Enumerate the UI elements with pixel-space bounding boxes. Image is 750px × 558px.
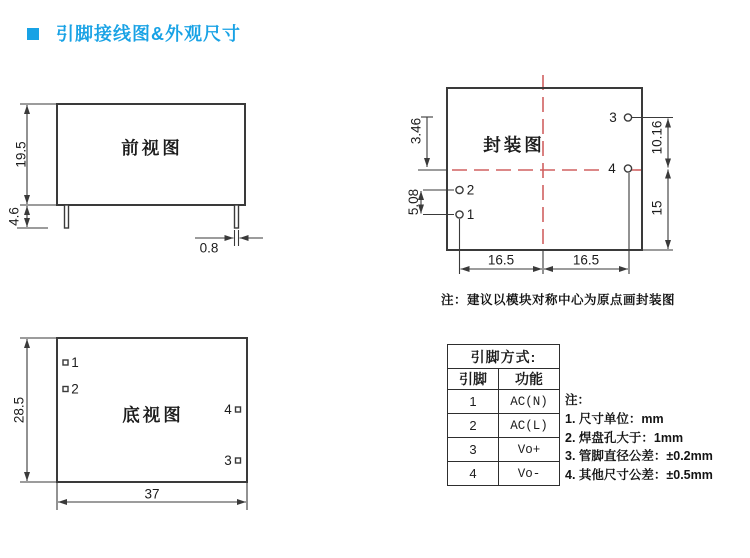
dim-label-half-width-right: 16.5 — [572, 252, 600, 268]
package-pin3-label: 3 — [609, 110, 617, 125]
pin-number-cell: 3 — [448, 438, 499, 462]
package-pin2-hole — [456, 186, 463, 193]
package-pin4-hole — [624, 165, 631, 172]
package-pin4-label: 4 — [608, 161, 616, 176]
dim-label-body-height: 19.5 — [13, 141, 29, 168]
table-row — [448, 462, 560, 486]
pin-function-cell: AC(N) — [499, 390, 560, 414]
notes-heading: 注： — [565, 393, 591, 407]
pin-function-cell: Vo- — [499, 462, 560, 486]
dim-label-half-width-left: 16.5 — [487, 252, 515, 268]
dim-label-width: 37 — [144, 486, 160, 502]
pin-number-cell: 2 — [448, 414, 499, 438]
package-view-note: 注：建议以模块对称中心为原点画封装图 — [441, 293, 676, 307]
pin-function-cell: Vo+ — [499, 438, 560, 462]
pin-column-header: 引脚 — [448, 369, 499, 390]
bottom-view-diagram — [0, 320, 300, 545]
pin-table-title: 引脚方式: — [448, 345, 560, 369]
package-pin1-label: 1 — [466, 207, 475, 222]
package-view-label: 封装图 — [483, 135, 545, 155]
dim-label-lower-height: 15 — [649, 200, 665, 216]
front-view-label: 前视图 — [121, 138, 183, 158]
note-item: 2. 焊盘孔大于：1mm — [565, 430, 684, 445]
title-bullet-icon — [27, 28, 39, 40]
package-pin3-hole — [624, 114, 631, 121]
page-title: 引脚接线图&外观尺寸 — [56, 24, 241, 44]
note-item: 1. 尺寸单位：mm — [565, 411, 664, 426]
bottom-pin4-pad — [236, 407, 241, 412]
table-row — [448, 390, 560, 414]
pin-function-table — [447, 344, 560, 486]
note-item: 3. 管脚直径公差：±0.2mm — [565, 449, 713, 464]
note-item: 4. 其他尺寸公差：±0.5mm — [565, 468, 713, 483]
dim-label-left-pin-pitch: 5.08 — [406, 188, 421, 216]
table-row — [448, 414, 560, 438]
dim-label-pin-length: 4.6 — [6, 207, 22, 226]
dim-label-pin-width: 0.8 — [199, 240, 219, 256]
front-view-left-pin — [65, 205, 69, 228]
bottom-pin1-pad — [63, 360, 68, 365]
package-pin1-hole — [456, 211, 463, 218]
notes-block — [565, 391, 713, 485]
front-view-dimension-lines — [17, 104, 263, 246]
dim-label-right-pin-pitch: 10.16 — [649, 120, 665, 155]
pin-number-cell: 1 — [448, 390, 499, 414]
bottom-pin2-pad — [63, 387, 68, 392]
bottom-pin3-label: 3 — [224, 453, 232, 468]
table-row — [448, 369, 560, 390]
function-column-header: 功能 — [499, 369, 560, 390]
dim-label-height: 28.5 — [11, 396, 27, 424]
pin-number-cell: 4 — [448, 462, 499, 486]
front-view-right-pin — [235, 205, 239, 228]
package-pin2-label: 2 — [466, 182, 475, 198]
bottom-view-label: 底视图 — [122, 405, 184, 425]
bottom-pin1-label: 1 — [71, 355, 79, 370]
table-row — [448, 438, 560, 462]
dim-label-pin-row-offset: 3.46 — [408, 117, 424, 145]
bottom-pin2-label: 2 — [71, 381, 79, 397]
pin-function-cell: AC(L) — [499, 414, 560, 438]
table-row — [448, 345, 560, 369]
bottom-pin4-label: 4 — [224, 402, 232, 417]
bottom-pin3-pad — [236, 458, 241, 463]
front-view-diagram — [0, 60, 300, 270]
package-view-diagram — [400, 60, 750, 285]
